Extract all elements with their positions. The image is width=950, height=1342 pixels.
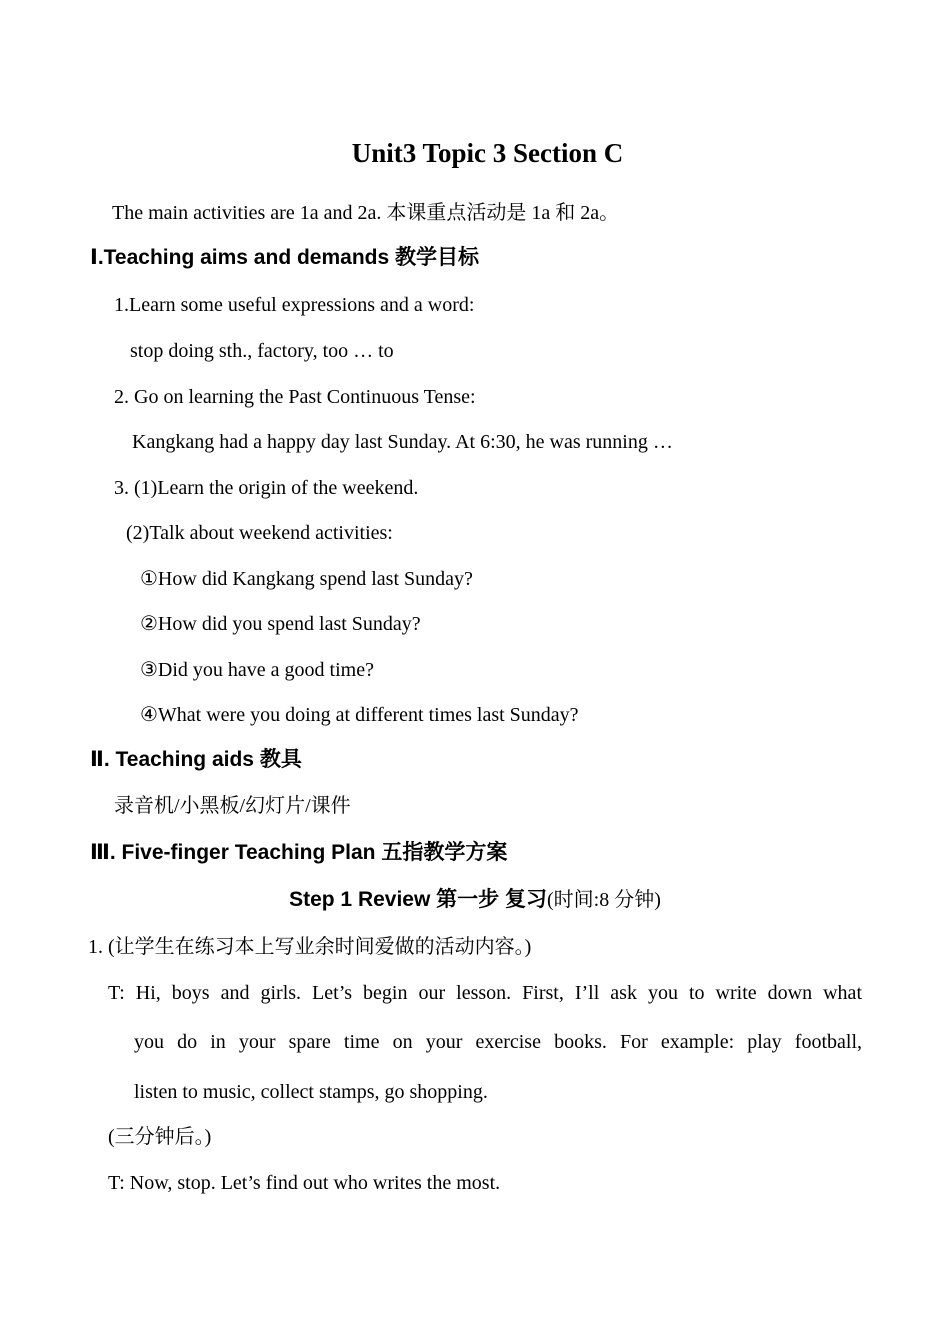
section-heading-plan: Ⅲ. Five-finger Teaching Plan 五指教学方案 [90, 841, 508, 864]
plan-line: T: Hi, boys and girls. Let’s begin our lesson. First, I’ll ask you to write down what [108, 982, 862, 1004]
plan-line: (三分钟后。) [108, 1126, 212, 1148]
section-heading-aids: Ⅱ. Teaching aids 教具 [90, 748, 302, 771]
aim-subitem: ①How did Kangkang spend last Sunday? [140, 568, 473, 590]
aim-subitem: ④What were you doing at different times last Sunday? [140, 704, 579, 726]
aim-item: Kangkang had a happy day last Sunday. At 6:30, he was running … [132, 431, 673, 453]
plan-line: T: Now, stop. Let’s find out who writes the most. [108, 1172, 501, 1194]
step-label: Step 1 Review 第一步 复习 [289, 888, 547, 911]
aim-item: 2. Go on learning the Past Continuous Tense: [114, 386, 476, 408]
plan-line: 1. (让学生在练习本上写业余时间爱做的活动内容。) [88, 936, 532, 958]
aim-item: (2)Talk about weekend activities: [126, 522, 393, 544]
aim-item: 3. (1)Learn the origin of the weekend. [114, 477, 419, 499]
aim-subitem: ②How did you spend last Sunday? [140, 613, 421, 635]
aids-content: 录音机/小黑板/幻灯片/课件 [114, 795, 351, 817]
section-heading-aims: Ⅰ.Teaching aims and demands 教学目标 [90, 246, 480, 269]
document-title: Unit3 Topic 3 Section C [351, 138, 624, 168]
plan-line: listen to music, collect stamps, go shopping. [134, 1081, 488, 1103]
aim-item: stop doing sth., factory, too … to [130, 340, 394, 362]
aim-item: 1.Learn some useful expressions and a word: [114, 294, 475, 316]
plan-line: you do in your spare time on your exercise books. For example: play football, [134, 1031, 862, 1053]
aim-subitem: ③Did you have a good time? [140, 659, 374, 681]
step-time: (时间:8 分钟) [547, 889, 661, 911]
step-heading [0, 885, 950, 914]
intro-text: The main activities are 1a and 2a. 本课重点活动是 1a 和 2a。 [112, 202, 620, 224]
